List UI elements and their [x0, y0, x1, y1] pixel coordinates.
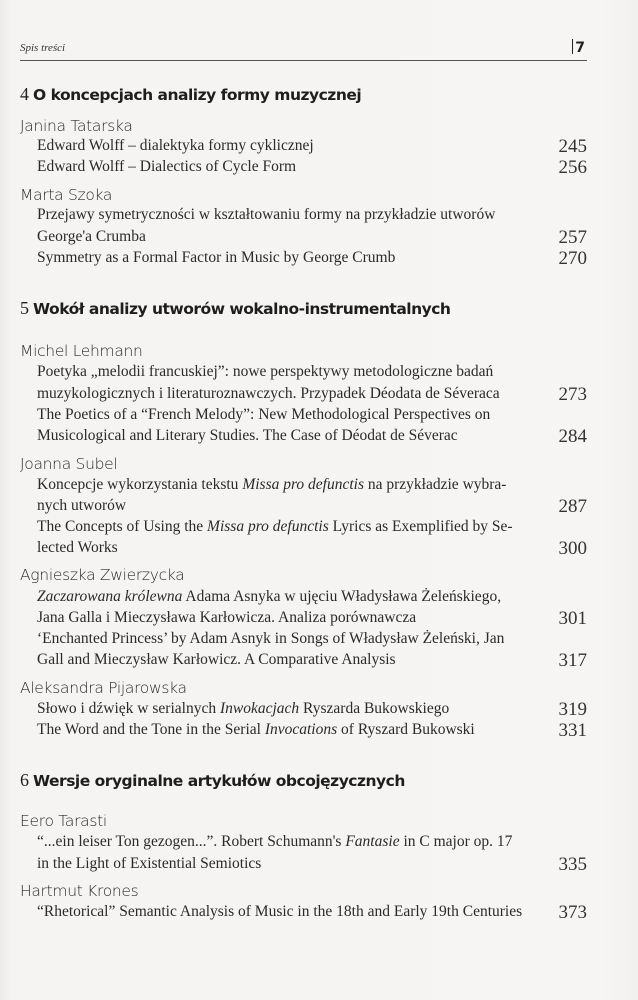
entry-title: Symmetry as a Formal Factor in Music by George Crumb: [37, 249, 396, 266]
entry-title: in the Light of Existential Semiotics: [37, 855, 262, 872]
toc-entry-line2[interactable]: [37, 609, 587, 627]
italic-title: Zaczarowana królewna: [37, 588, 183, 605]
entry-title: Edward Wolff – Dialectics of Cycle Form: [37, 158, 297, 175]
italic-title: Missa pro defunctis: [242, 476, 365, 493]
section-number: 4: [20, 84, 29, 104]
toc-entry-line2[interactable]: [37, 497, 587, 515]
entry-title: The Concepts of Using the Missa pro defunctis Lyrics as Exemplified by Se-: [37, 518, 513, 535]
italic-title: Missa pro defunctis: [207, 518, 329, 535]
entry-title: muzykologicznych i literaturoznawczych. Przypadek Déodata de Séveraca: [37, 385, 500, 402]
entry-title: lected Works: [37, 539, 118, 556]
toc-entry-line1[interactable]: [37, 406, 587, 424]
toc-entry-line1[interactable]: [37, 476, 587, 494]
page-number-bar: [572, 39, 574, 54]
entry-title: Jana Galla i Mieczysława Karłowicza. Analiza porównawcza: [37, 609, 417, 626]
toc-entry[interactable]: [37, 137, 587, 155]
entry-page: 287: [558, 496, 587, 517]
toc-entry[interactable]: [37, 721, 587, 739]
toc-entry[interactable]: [37, 249, 587, 267]
entry-title: George'a Crumba: [37, 228, 146, 245]
italic-title: Fantasie: [345, 833, 400, 850]
toc-entry-line1[interactable]: [37, 630, 587, 648]
toc-entry-line2[interactable]: [37, 651, 587, 669]
entry-page: 331: [558, 720, 587, 741]
entry-page: 319: [558, 699, 587, 720]
section-number: 6: [20, 770, 29, 790]
page-number-value: 7: [575, 40, 585, 56]
toc-entry-line1[interactable]: [37, 363, 587, 381]
toc-entry-line1[interactable]: [37, 588, 587, 606]
toc-entry-line2[interactable]: [37, 427, 587, 445]
entry-title: Gall and Mieczysław Karłowicz. A Comparative Analysis: [37, 651, 396, 668]
entry-title: ‘Enchanted Princess’ by Adam Asnyk in Songs of Władysław Żeleński, Jan: [37, 630, 505, 647]
author-name: Marta Szoka: [20, 186, 113, 204]
entry-title: Edward Wolff – dialektyka formy cyklicznej: [37, 137, 314, 154]
italic-title: Invocations: [264, 721, 338, 738]
entry-page: 317: [558, 650, 587, 671]
entry-title: Musicological and Literary Studies. The Case of Déodat de Séverac: [37, 427, 458, 444]
section-title-text: Wokół analizy utworów wokalno-instrumentalnych: [33, 300, 451, 318]
toc-entry-line1[interactable]: [37, 206, 587, 224]
entry-title: Koncepcje wykorzystania tekstu Missa pro defunctis na przykładzie wybra-: [37, 476, 507, 493]
toc-entry[interactable]: [37, 158, 587, 176]
entry-title: “Rhetorical” Semantic Analysis of Music in the 18th and Early 19th Centuries: [37, 903, 523, 920]
author-name: Janina Tatarska: [20, 117, 133, 135]
entry-title: The Word and the Tone in the Serial Invocations of Ryszard Bukowski: [37, 721, 475, 738]
entry-page: 256: [558, 157, 587, 178]
author-name: Joanna Subel: [20, 455, 118, 473]
section-number: 5: [20, 298, 29, 318]
entry-page: 300: [558, 538, 587, 559]
toc-entry-line1[interactable]: [37, 833, 587, 851]
entry-page: 270: [558, 248, 587, 269]
section-title-text: Wersje oryginalne artykułów obcojęzycznych: [33, 772, 405, 790]
entry-page: 245: [558, 136, 587, 157]
toc-entry-line2[interactable]: [37, 855, 587, 873]
toc-entry-line2[interactable]: [37, 385, 587, 403]
entry-title: nych utworów: [37, 497, 127, 514]
entry-page: 273: [558, 384, 587, 405]
author-name: Hartmut Krones: [20, 882, 139, 900]
entry-page: 301: [558, 608, 587, 629]
author-name: Michel Lehmann: [20, 342, 143, 360]
section-title-text: O koncepcjach analizy formy muzycznej: [33, 86, 362, 104]
entry-title: Zaczarowana królewna Adama Asnyka w ujęciu Władysława Żeleńskiego,: [37, 588, 502, 605]
italic-title: Inwokacjach: [219, 700, 300, 717]
author-name: Aleksandra Pijarowska: [20, 679, 187, 697]
section-title-6: [20, 770, 405, 791]
running-head: [20, 42, 587, 61]
page-number: [572, 39, 585, 56]
section-title-5: [20, 298, 450, 319]
toc-entry[interactable]: [37, 903, 587, 921]
entry-title: Poetyka „melodii francuskiej”: nowe perspektywy metodologiczne badań: [37, 363, 494, 380]
entry-title: “...ein leiser Ton gezogen...”. Robert Schumann's Fantasie in C major op. 17: [37, 833, 513, 850]
entry-page: 335: [558, 854, 587, 875]
entry-title: Przejawy symetryczności w kształtowaniu formy na przykładzie utworów: [37, 206, 496, 223]
entry-title: Słowo i dźwięk w serialnych Inwokacjach Ryszarda Bukowskiego: [37, 700, 450, 717]
toc-entry-line2[interactable]: [37, 539, 587, 557]
entry-page: 257: [558, 227, 587, 248]
entry-title: The Poetics of a “French Melody”: New Methodological Perspectives on: [37, 406, 491, 423]
toc-entry-line1[interactable]: [37, 518, 587, 536]
section-title-4: [20, 84, 361, 105]
author-name: Eero Tarasti: [20, 812, 107, 830]
toc-entry[interactable]: [37, 700, 587, 718]
entry-page: 373: [558, 902, 587, 923]
running-head-title: Spis treści: [20, 42, 66, 54]
toc-entry-line2[interactable]: [37, 228, 587, 246]
author-name: Agnieszka Zwierzycka: [20, 566, 185, 584]
entry-page: 284: [558, 426, 587, 447]
